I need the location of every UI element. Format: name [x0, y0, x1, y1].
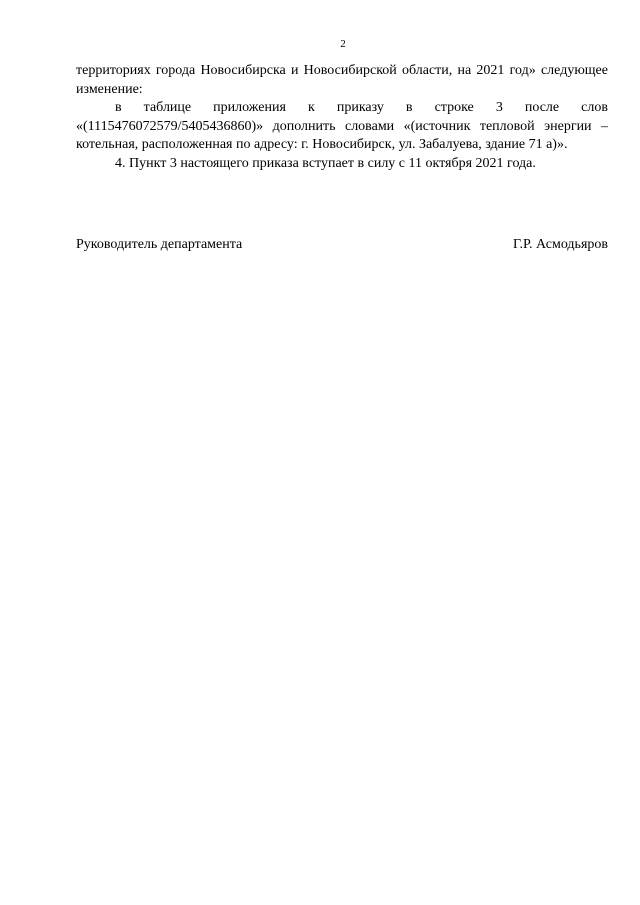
paragraph-table-amendment: в таблице приложения к приказу в строке 3 после слов «(1115476072579/5405436860)» дополнить словами «(источник тепловой энергии – котельная, расположенная по адресу: г. Новосибирск, ул. Забалуева, здание 71 а)». — [76, 100, 608, 153]
signatory-name: Г.Р. Асмодьяров — [512, 237, 608, 252]
signature-block — [76, 236, 608, 254]
paragraph-continuation: территориях города Новосибирска и Новосибирской области, на 2021 год» следующее изменение: — [76, 63, 608, 97]
paragraph-point-4: 4. Пункт 3 настоящего приказа вступает в силу с 11 октября 2021 года. — [115, 155, 536, 171]
page-number: 2 — [340, 38, 346, 50]
signatory-position: Руководитель департамента — [76, 237, 243, 252]
document-body — [76, 62, 608, 174]
